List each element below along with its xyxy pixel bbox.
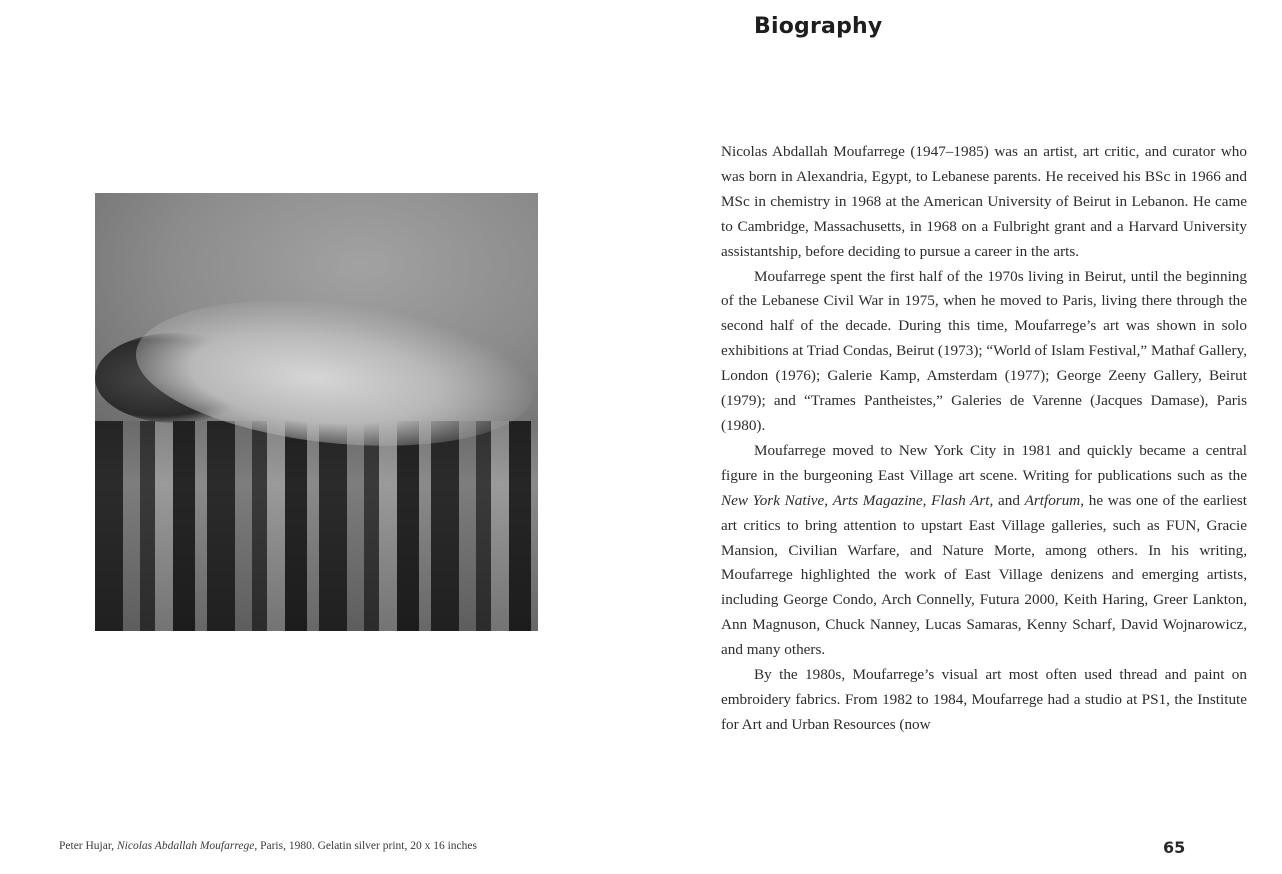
paragraph-text: , he was one of the earliest art critics to bring attention to upstart East Village galleries, such as FUN, Gracie Mansion, Civilian Warfare, and Nature Morte, among others. In his writing, Moufarrege highlighted the work of East Village denizens and emerging artists, including George Condo, Arch Connelly, Futura 2000, Keith Haring, Greer Lankton, Ann Magnuson, Chuck Nanney, Lucas Samaras, Kenny Scharf, David Wojnarowicz, and many others. [721, 491, 1248, 659]
paragraph-text: , [824, 491, 833, 509]
right-page [641, 0, 1282, 874]
biography-body [721, 140, 1247, 738]
paragraph-text: Moufarrege moved to New York City in 1981 and quickly became a central figure in the burgeoning East Village art scene. Writing for publications such as the [721, 441, 1247, 484]
paragraph-text: Nicolas Abdallah Moufarrege (1947–1985) was an artist, art critic, and curator who was born in Alexandria, Egypt, to Lebanese parents. He received his BSc in 1966 and MSc in chemistry in 1968 at the American University of Beirut in Lebanon. He came to Cambridge, Massachusetts, in 1968 on a Fulbright grant and a Harvard University assistantship, before deciding to pursue a career in the arts. [721, 143, 1247, 260]
biography-paragraph [721, 265, 1247, 439]
paragraph-text: , [922, 491, 932, 509]
page-title: Biography [754, 14, 883, 39]
caption-photographer: Peter Hujar, [59, 840, 117, 852]
publication-title: Artforum [1024, 491, 1081, 509]
photo-striped-fabric [95, 421, 538, 631]
biography-paragraph [721, 663, 1247, 738]
paragraph-text: By the 1980s, Moufarrege’s visual art most often used thread and paint on embroidery fabrics. From 1982 to 1984, Moufarrege had a studio at PS1, the Institute for Art and Urban Resources (now [721, 666, 1247, 733]
photo-caption [59, 840, 619, 852]
portrait-photograph [95, 193, 538, 631]
caption-title: Nicolas Abdallah Moufarrege [116, 840, 255, 852]
publication-title: New York Native [721, 491, 825, 509]
caption-details: , Paris, 1980. Gelatin silver print, 20 x 16 inches [254, 840, 477, 852]
paragraph-text: Moufarrege spent the first half of the 1970s living in Beirut, until the beginning of the Lebanese Civil War in 1975, when he moved to Paris, living there through the second half of the decade. During this time, Moufarrege’s art was shown in solo exhibitions at Triad Condas, Beirut (1973); “World of Islam Festival,” Mathaf Gallery, London (1976); Galerie Kamp, Amsterdam (1977); George Zeeny Gallery, Beirut (1979); and “Trames Pantheistes,” Galeries de Varenne (Jacques Damase), Paris (1980). [721, 267, 1247, 434]
paragraph-text: , and [989, 491, 1025, 509]
biography-paragraph [721, 140, 1247, 265]
publication-title: Arts Magazine [832, 491, 923, 509]
biography-paragraph [721, 439, 1247, 663]
page-number: 65 [1163, 838, 1186, 857]
publication-title: Flash Art [931, 491, 990, 509]
